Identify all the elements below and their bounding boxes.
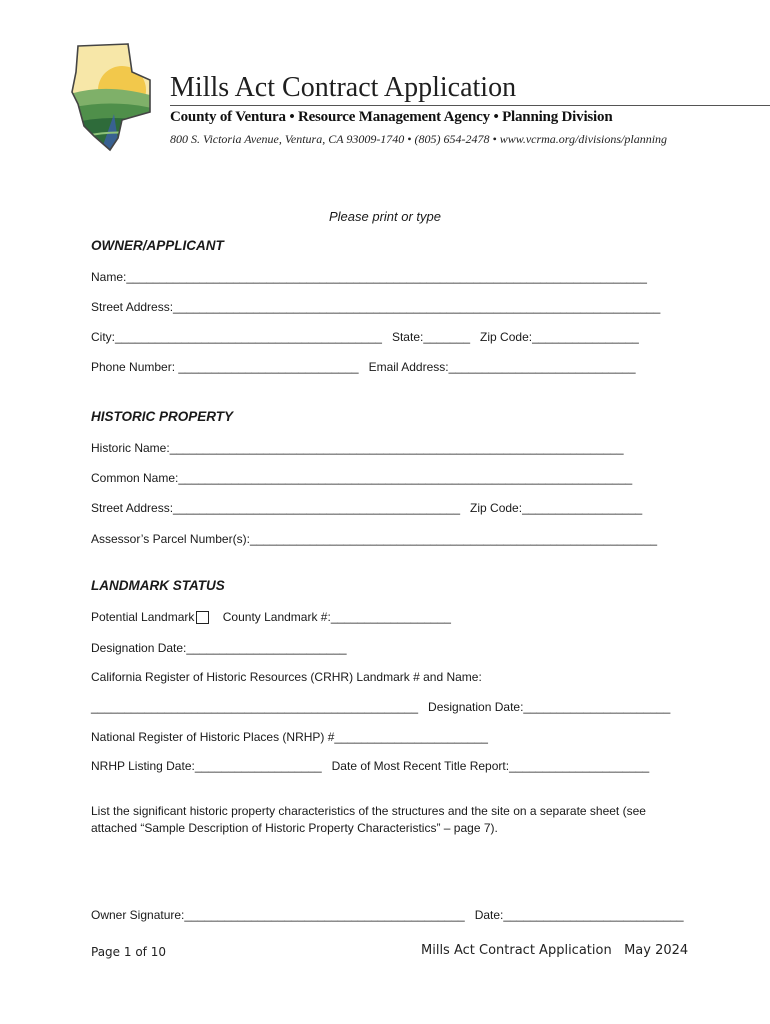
designation-date-label: Designation Date: [91,641,187,655]
landmark-status-row [91,610,451,624]
nrhp-row [91,730,488,744]
owner-street-field[interactable]: _________________________________________________________________________ [173,300,661,314]
owner-state-label: State: [391,330,424,344]
crhr-designation-field[interactable]: ______________________ [523,700,671,714]
nrhp-listing-field[interactable]: ___________________ [194,759,332,773]
ventura-county-map-logo-icon [70,42,160,154]
owner-name-row [91,270,647,284]
agency-address: 800 S. Victoria Avenue, Ventura, CA 93009-1740 • (805) 654-2478 • www.vcrma.org/divisions/planning [170,132,668,146]
owner-name-field[interactable]: ______________________________________________________________________________ [126,270,647,284]
designation-date-row [91,641,347,655]
owner-city-field[interactable]: ________________________________________ [115,330,392,344]
property-street-row [91,501,642,515]
owner-phone-field[interactable]: ___________________________ [175,360,369,374]
crhr-designation-label: Designation Date: [428,700,524,714]
owner-name-label: Name: [91,270,127,284]
nrhp-listing-label: NRHP Listing Date: [91,759,195,773]
property-zip-field[interactable]: __________________ [522,501,643,515]
owner-email-field[interactable]: ____________________________ [448,360,636,374]
potential-landmark-label: Potential Landmark [91,610,195,624]
owner-phone-label: Phone Number: [91,360,176,374]
owner-zip-field[interactable]: ________________ [532,330,639,344]
owner-email-label: Email Address: [368,360,449,374]
document-footer [421,943,688,958]
characteristics-instruction: List the significant historic property characteristics of the structures and the site on a separate sheet (see attached “Sample Description of Historic Property Characteristics” – page 7). [91,804,646,835]
crhr-label: California Register of Historic Resources (CRHR) Landmark # and Name: [91,670,482,684]
property-common-name-row [91,471,632,485]
owner-state-field[interactable]: _______ [423,330,481,344]
owner-contact-row [91,360,636,374]
signature-row [91,908,684,922]
historic-name-field[interactable]: ____________________________________________________________________ [169,441,624,455]
property-zip-label: Zip Code: [470,501,523,515]
page-number: Page 1 of 10 [91,945,166,959]
property-apn-row [91,532,657,546]
apn-field[interactable]: _____________________________________________________________ [249,532,658,546]
owner-street-row [91,300,660,314]
owner-street-label: Street Address: [91,300,174,314]
crhr-entry-row [91,700,670,714]
nrhp-listing-row [91,759,649,773]
title-report-label: Date of Most Recent Title Report: [331,759,510,773]
county-logo [70,42,160,154]
section-heading-landmark: LANDMARK STATUS [91,578,225,593]
nrhp-label: National Register of Historic Places (NRHP) # [91,730,335,744]
signature-date-label: Date: [474,908,504,922]
apn-label: Assessor’s Parcel Number(s): [91,532,250,546]
nrhp-field[interactable]: _______________________ [334,730,488,744]
page-title: Mills Act Contract Application [170,72,517,103]
title-report-field[interactable]: _____________________ [509,759,650,773]
section-heading-owner: OWNER/APPLICANT [91,238,224,253]
county-landmark-field[interactable]: __________________ [330,610,451,624]
owner-signature-field[interactable]: __________________________________________ [184,908,475,922]
property-street-field[interactable]: ___________________________________________ [173,501,471,515]
potential-landmark-checkbox[interactable] [196,611,209,624]
owner-city-label: City: [91,330,115,344]
crhr-name-field[interactable]: _________________________________________________ [91,700,429,714]
owner-zip-label: Zip Code: [480,330,533,344]
owner-city-row [91,330,639,344]
owner-signature-label: Owner Signature: [91,908,185,922]
common-name-label: Common Name: [91,471,179,485]
designation-date-field[interactable]: ________________________ [186,641,347,655]
common-name-field[interactable]: ____________________________________________________________________ [178,471,633,485]
crhr-row [91,670,482,684]
historic-name-label: Historic Name: [91,441,170,455]
property-street-label: Street Address: [91,501,174,515]
property-historic-name-row [91,441,624,455]
agency-subtitle: County of Ventura • Resource Management Agency • Planning Division [170,109,613,125]
document-footer-text: Mills Act Contract Application May 2024 [421,943,689,958]
county-landmark-label: County Landmark #: [222,610,331,624]
section-heading-property: HISTORIC PROPERTY [91,409,234,424]
instruction-text: Please print or type [328,209,441,224]
header-divider [170,105,770,106]
signature-date-field[interactable]: ___________________________ [503,908,684,922]
